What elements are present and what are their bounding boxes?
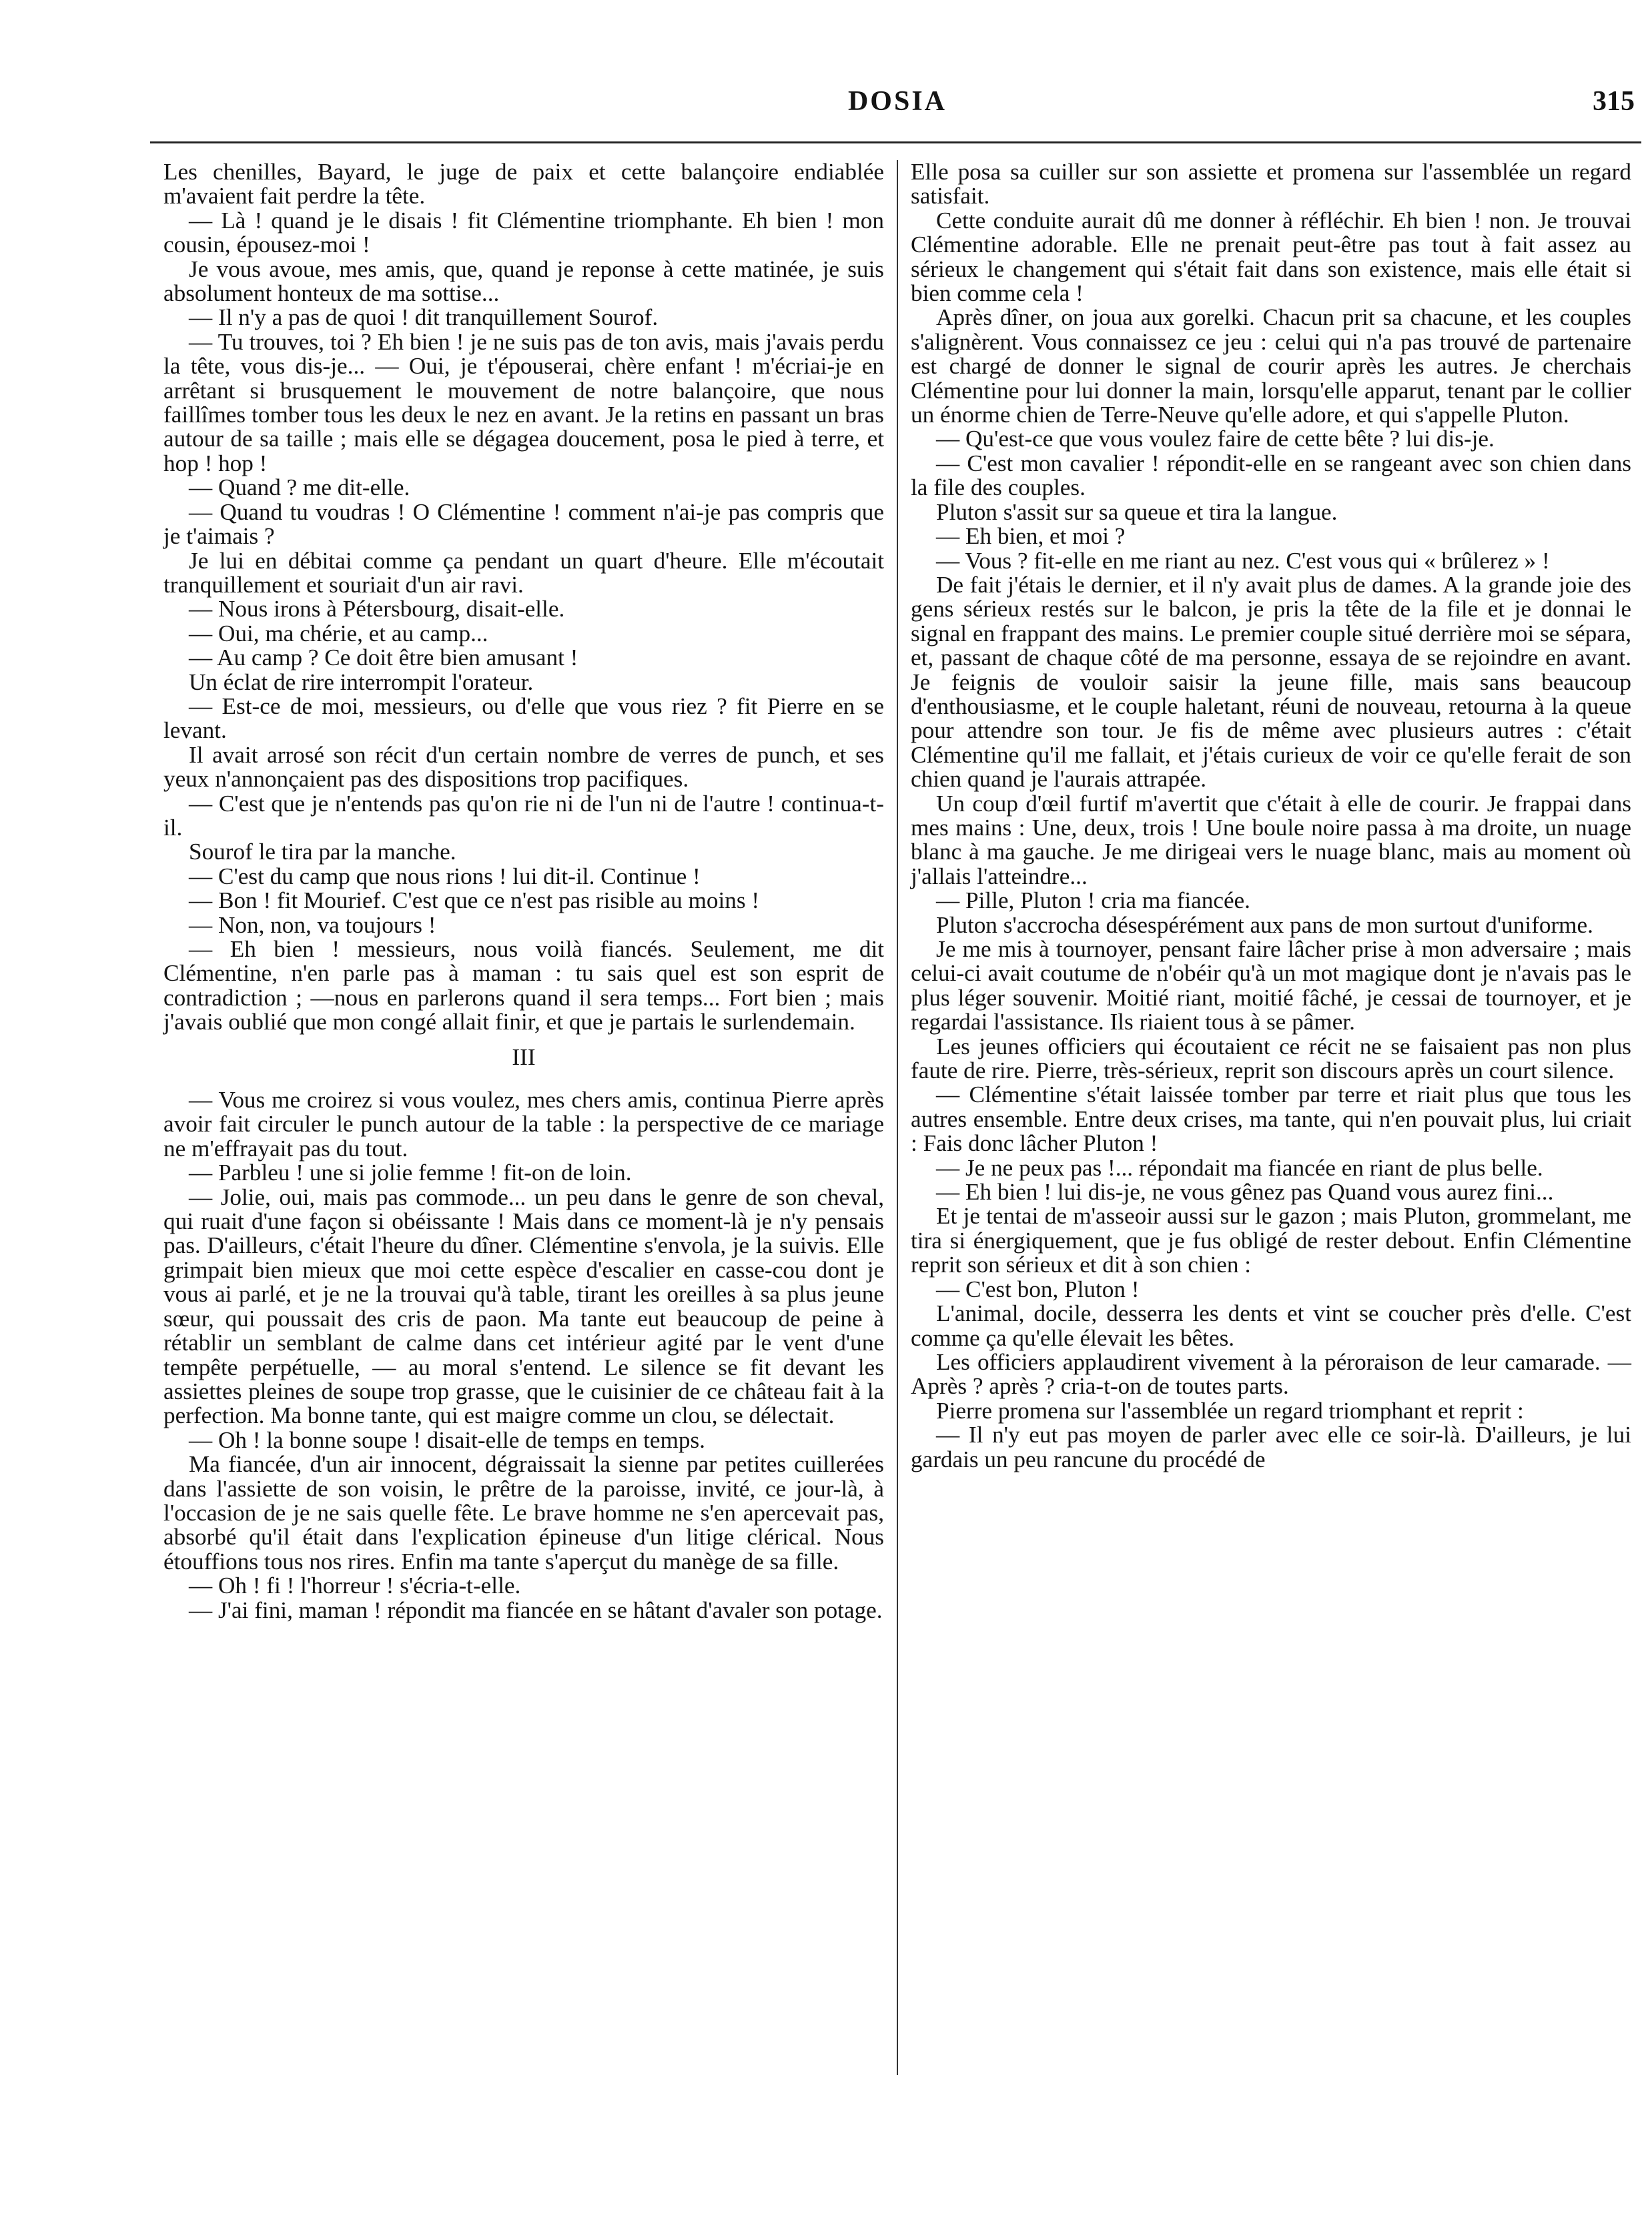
paragraph: — Je ne peux pas !... répondait ma fiancée en riant de plus belle. [936,1154,1543,1181]
paragraph: — Oh ! la bonne soupe ! disait-elle de temps en temps. [189,1426,705,1453]
paragraph: — C'est bon, Pluton ! [936,1276,1140,1302]
paragraph: L'animal, docile, desserra les dents et vint se coucher près d'elle. C'est comme ça qu'elle élevait les bêtes. [911,1300,1631,1351]
paragraph: Un coup d'œil furtif m'avertit que c'était à elle de courir. Je frappai dans mes mains : Une, deux, trois ! Une boule noire passa à ma droite, un nuage blanc à ma gauche. Je me dirigeai vers le nuage blanc, mais au moment où j'allais l'atteindre... [911,790,1631,889]
running-title: DOSIA [847,86,947,117]
paragraph: Sourof le tira par la manche. [189,839,456,865]
paragraph: — Nous irons à Pétersbourg, disait-elle. [189,596,565,622]
paragraph: — Il n'y eut pas moyen de parler avec elle ce soir-là. D'ailleurs, je lui gardais un peu rancune du procédé de [911,1422,1631,1472]
paragraph: Les officiers applaudirent vivement à la péroraison de leur camarade. — Après ? après ? cria-t-on de toutes parts. [911,1348,1631,1400]
paragraph: — Pille, Pluton ! cria ma fiancée. [936,887,1250,914]
paragraph: Les chenilles, Bayard, le juge de paix et cette balançoire endiablée m'avaient fait perdre la tête. [163,159,884,209]
paragraph: — Oui, ma chérie, et au camp... [189,620,488,646]
paragraph: Et je tentai de m'asseoir aussi sur le gazon ; mais Pluton, grommelant, me tira si énergiquement, que je fus obligé de rester debout. Enfin Clémentine reprit son sérieux et dit à son chien : [911,1203,1631,1278]
paragraph: De fait j'étais le dernier, et il n'y avait plus de dames. A la grande joie des gens sérieux restés sur le balcon, je pris la tête de la file et je donnai le signal en frappant des mains. Le premier couple situé derrière moi se sépara, et, passant de chaque côté de ma personne, essaya de se rejoindre en avant. Je feignis de vouloir saisir la jeune fille, mais sans beaucoup d'enthousiasme, et le couple haletant, réuni de nouveau, retourna à la queue pour attendre son tour. Je fis de même avec plusieurs autres : c'était Clémentine qu'il me fallait, et j'étais curieux de voir ce qu'elle ferait de son chien quand je l'aurais attrapée. [911,571,1631,793]
paragraph: — Qu'est-ce que vous voulez faire de cette bête ? lui dis-je. [936,426,1495,452]
paragraph: — Vous ? fit-elle en me riant au nez. C'est vous qui « brûlerez » ! [936,547,1550,574]
right-column [911,160,1631,1472]
section-heading: III [512,1043,536,1070]
paragraph: — Eh bien ! messieurs, nous voilà fiancés. Seulement, me dit Clémentine, n'en parle pas à maman : tu sais quel est son esprit de contradiction ; —nous en parlerons quand il sera temps... Fort bien ; mais j'avais oublié que mon congé allait finir, et que je partais le surlendemain. [163,936,884,1035]
paragraph: Elle posa sa cuiller sur son assiette et promena sur l'assemblée un regard satisfait. [911,159,1631,209]
paragraph: — Quand tu voudras ! O Clémentine ! comment n'ai-je pas compris que je t'aimais ? [163,498,884,550]
paragraph: — C'est mon cavalier ! répondit-elle en se rangeant avec son chien dans la file des couples. [911,450,1631,501]
paragraph: Il avait arrosé son récit d'un certain nombre de verres de punch, et ses yeux n'annonçaient pas des dispositions trop pacifiques. [163,741,884,793]
paragraph: Pluton s'accrocha désespérément aux pans de mon surtout d'uniforme. [936,911,1593,938]
paragraph: — Jolie, oui, mais pas commode... un peu dans le genre de son cheval, qui ruait d'une façon si obéissante ! Mais dans ce moment-là je n'y pensais pas. D'ailleurs, c'était l'heure du dîner. Clémentine s'envola, je la suivis. Elle grimpait bien mieux que moi cette espèce d'escalier en casse-cou dont je vous ai parlé, et je ne la trouvai qu'à table, tirant les oreilles à sa plus jeune sœur, qui poussait des cris de paon. Ma tante eut beaucoup de peine à rétablir un semblant de calme dans cet intérieur agité par le vent d'une tempête perpétuelle, — au moral s'entend. Le silence se fit devant les assiettes pleines de soupe trop grasse, que le cuisinier de ce château fait à la perfection. Ma bonne tante, qui est maigre comme un clou, se délectait. [163,1184,884,1429]
paragraph: — Est-ce de moi, messieurs, ou d'elle que vous riez ? fit Pierre en se levant. [163,693,884,744]
paragraph: — J'ai fini, maman ! répondit ma fiancée en se hâtant d'avaler son potage. [189,1597,883,1623]
paragraph: Les jeunes officiers qui écoutaient ce récit ne se faisaient pas non plus faute de rire. Pierre, très-sérieux, reprit son discours après un court silence. [911,1033,1631,1084]
paragraph: — Tu trouves, toi ? Eh bien ! je ne suis pas de ton avis, mais j'avais perdu la tête, vous dis-je... — Oui, je t'épouserai, chère enfant ! m'écriai-je en arrêtant si brusquement le mouvement de notre balançoire, que nous faillîmes tomber tous les deux le nez en avant. Je la retins en passant un bras autour de sa taille ; mais elle se dégagea doucement, posa le pied à terre, et hop ! hop ! [163,328,884,476]
header-rule [150,141,1641,143]
paragraph: Je me mis à tournoyer, pensant faire lâcher prise à mon adversaire ; mais celui-ci avait coutume de n'obéir qu'à un mot magique dont je n'avais pas le plus léger souvenir. Moitié riant, moitié fâché, je cessai de tournoyer, et je regardai l'assistance. Ils riaient tous à se pâmer. [911,936,1631,1035]
paragraph: — Eh bien ! lui dis-je, ne vous gênez pas Quand vous aurez fini... [936,1179,1554,1206]
paragraph: Pierre promena sur l'assemblée un regard triomphant et reprit : [936,1397,1524,1424]
paragraph: — Bon ! fit Mourief. C'est que ce n'est pas risible au moins ! [189,887,760,914]
paragraph: — Eh bien, et moi ? [936,523,1126,550]
page-number: 315 [1593,86,1635,117]
paragraph: — C'est du camp que nous rions ! lui dit-il. Continue ! [189,863,701,889]
paragraph: Après dîner, on joua aux gorelki. Chacun prit sa chacune, et les couples s'alignèrent. Vous connaissez ce jeu : celui qui n'a pas trouvé de partenaire est chargé de donner le signal de courir après les autres. Je cherchais Clémentine pour lui donner la main, lorsqu'elle apparut, tenant par le collier un énorme chien de Terre-Neuve qu'elle adore, et qui s'appelle Pluton. [911,304,1631,428]
paragraph: Un éclat de rire interrompit l'orateur. [189,669,534,695]
paragraph: — Là ! quand je le disais ! fit Clémentine triomphante. Eh bien ! mon cousin, épousez-moi ! [163,207,884,258]
paragraph: Cette conduite aurait dû me donner à réfléchir. Eh bien ! non. Je trouvai Clémentine adorable. Elle ne prenait peut-être pas tout à fait assez au sérieux le changement qui s'était fait dans son existence, mais elle était si bien comme cela ! [911,207,1631,307]
paragraph: — Quand ? me dit-elle. [189,474,410,501]
page-header [160,85,1635,139]
paragraph: — Parbleu ! une si jolie femme ! fit-on de loin. [189,1160,632,1186]
paragraph: Je vous avoue, mes amis, que, quand je reponse à cette matinée, je suis absolument honteux de ma sottise... [163,256,884,307]
paragraph: Je lui en débitai comme ça pendant un quart d'heure. Elle m'écoutait tranquillement et souriait d'un air ravi. [163,547,884,598]
paragraph: Pluton s'assit sur sa queue et tira la langue. [936,498,1338,525]
paragraph: — Oh ! fi ! l'horreur ! s'écria-t-elle. [189,1573,521,1599]
column-divider [897,160,898,2075]
paragraph: Ma fiancée, d'un air innocent, dégraissait la sienne par petites cuillerées dans l'assiette de son voisin, le prêtre de la paroisse, invité, ce jour-là, à l'occasion de je ne sais quelle fête. Le brave homme ne s'en apercevait pas, absorbé qu'il était dans l'explication épineuse d'un litige clérical. Nous étouffions tous nos rires. Enfin ma tante s'aperçut du manège de sa fille. [163,1451,884,1575]
paragraph: — Vous me croirez si vous voulez, mes chers amis, continua Pierre après avoir fait circuler le punch autour de la table : la perspective de ce mariage ne m'effrayait pas du tout. [163,1087,884,1162]
paragraph: — Il n'y a pas de quoi ! dit tranquillement Sourof. [189,304,659,331]
paragraph: — C'est que je n'entends pas qu'on rie ni de l'un ni de l'autre ! continua-t-il. [163,790,884,841]
paragraph: — Clémentine s'était laissée tomber par terre et riait plus que tous les autres ensemble. Entre deux crises, ma tante, qui n'en pouvait plus, lui criait : Fais donc lâcher Pluton ! [911,1081,1631,1157]
paragraph: — Au camp ? Ce doit être bien amusant ! [189,644,578,671]
left-column [163,160,884,1623]
paragraph: — Non, non, va toujours ! [189,911,436,938]
